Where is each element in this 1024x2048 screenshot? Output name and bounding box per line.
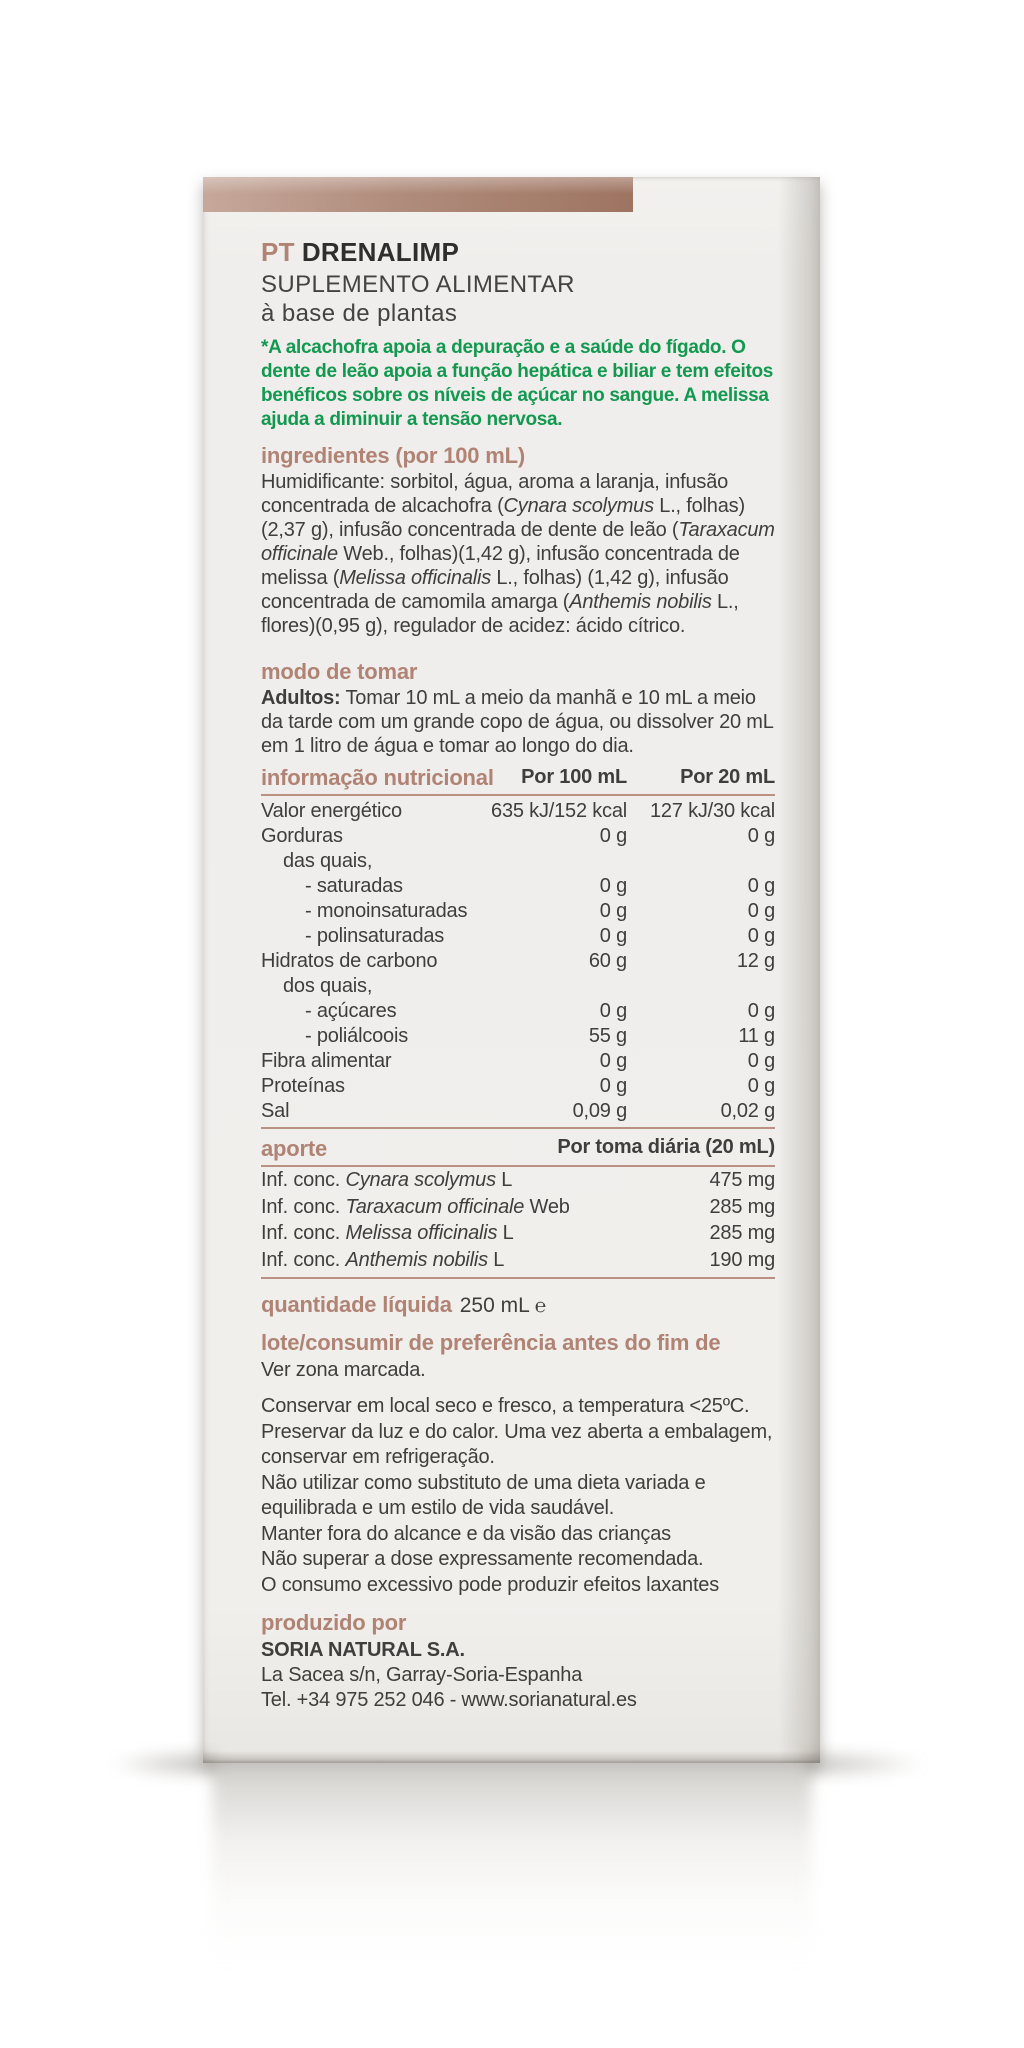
- package-right-fold-shading: [778, 177, 820, 1763]
- value-per-20ml: 0,02 g: [720, 1100, 775, 1122]
- value-per-20ml: 12 g: [736, 950, 775, 972]
- floor-shadow-right: [806, 1750, 921, 1778]
- nutrient-name: - poliálcoois: [305, 1025, 409, 1047]
- health-claims: *A alcachofra apoia a depuração e a saúde do fígado. O dente de leão apoia a função hepática e biliar e tem efeitos benéficos sobre os níveis de açúcar no sangue. A melissa ajuda a diminuir a tensão nervosa.: [261, 337, 774, 430]
- nutrient-name: - açúcares: [305, 1000, 397, 1022]
- label-content: [261, 212, 775, 1713]
- nutrition-heading: informação nutricional: [261, 765, 494, 790]
- value-per-20ml: 0 g: [747, 825, 775, 847]
- value-per-100ml: 0 g: [599, 875, 627, 897]
- value-per-100ml: 55 g: [588, 1025, 627, 1047]
- contribution-row: [261, 1194, 775, 1221]
- nutrition-row: [261, 1024, 775, 1049]
- value-per-100ml: 0 g: [599, 900, 627, 922]
- nutrition-row: [261, 1049, 775, 1074]
- producer-address: La Sacea s/n, Garray-Soria-Espanha: [261, 1664, 583, 1686]
- producer-info: [261, 1638, 775, 1713]
- product-title: [261, 238, 775, 266]
- floor-shadow-left: [114, 1750, 214, 1778]
- storage-line: Não superar a dose expressamente recomendada.: [261, 1548, 704, 1570]
- value-per-100ml: [477, 849, 627, 874]
- nutrient-name: das quais,: [283, 850, 373, 872]
- product-subtitle: [261, 270, 775, 328]
- lot-heading: lote/consumir de preferência antes do fim de: [261, 1330, 721, 1355]
- brand-color-bar: [203, 177, 633, 212]
- value-per-100ml: 60 g: [588, 950, 627, 972]
- subtitle-line-1: SUPLEMENTO ALIMENTAR: [261, 271, 575, 298]
- value-per-20ml: [627, 849, 775, 874]
- value-per-20ml: 0 g: [747, 875, 775, 897]
- contribution-table-header: [261, 1137, 775, 1167]
- value-per-100ml: 0 g: [599, 1075, 627, 1097]
- nutrient-name: dos quais,: [283, 975, 373, 997]
- nutrition-row: [261, 874, 775, 899]
- ingredients-heading: ingredientes (por 100 mL): [261, 443, 525, 468]
- contribution-row: [261, 1220, 775, 1247]
- nutrition-rows: [261, 796, 775, 1124]
- nutrient-name: Fibra alimentar: [261, 1050, 392, 1072]
- value-per-100ml: [477, 974, 627, 999]
- value-per-20ml: 127 kJ/30 kcal: [649, 800, 775, 822]
- nutrition-row: [261, 949, 775, 974]
- value-per-100ml: 0 g: [599, 925, 627, 947]
- nutrition-row: [261, 1074, 775, 1099]
- value-per-100ml: 0,09 g: [572, 1100, 627, 1122]
- extract-name: Inf. conc. Anthemis nobilis L: [261, 1248, 505, 1271]
- net-quantity: [261, 1292, 775, 1322]
- nutrition-row: [261, 924, 775, 949]
- value-per-100ml: 0 g: [599, 1000, 627, 1022]
- storage-line: Manter fora do alcance e da visão das crianças: [261, 1522, 671, 1545]
- estimated-sign: ℮: [534, 1296, 547, 1317]
- subtitle-line-2: à base de plantas: [261, 300, 458, 327]
- product-name: DRENALIMP: [301, 237, 460, 267]
- net-quantity-heading: quantidade líquida: [261, 1292, 452, 1317]
- nutrient-name: Sal: [261, 1100, 290, 1122]
- storage-line: O consumo excessivo pode produzir efeitos laxantes: [261, 1573, 720, 1596]
- value-per-20ml: 0 g: [747, 900, 775, 922]
- producer-contact: Tel. +34 975 252 046 - www.sorianatural.es: [261, 1689, 637, 1711]
- nutrition-row: [261, 999, 775, 1024]
- nutrition-col-per-100ml: Por 100 mL: [521, 766, 627, 788]
- extract-amount: 190 mg: [709, 1248, 775, 1271]
- nutrition-row: [261, 1099, 775, 1124]
- nutrition-row: [261, 824, 775, 849]
- nutrition-row: [261, 974, 775, 999]
- nutrition-col-per-20ml: Por 20 mL: [680, 766, 775, 788]
- nutrient-name: - monoinsaturadas: [305, 900, 468, 922]
- value-per-20ml: 11 g: [738, 1025, 775, 1047]
- contribution-heading: aporte: [261, 1136, 328, 1161]
- net-quantity-value: 250 mL: [459, 1294, 530, 1317]
- nutrition-row: [261, 799, 775, 824]
- extract-name: Inf. conc. Melissa officinalis L: [261, 1222, 514, 1244]
- value-per-100ml: 0 g: [599, 825, 627, 847]
- storage-instructions: [261, 1394, 775, 1598]
- contribution-row: [261, 1167, 775, 1194]
- package-reflection: [212, 1768, 812, 1983]
- value-per-20ml: 0 g: [747, 1050, 775, 1072]
- package-bottom-edge: [203, 1751, 820, 1763]
- directions-text: Adultos: Tomar 10 mL a meio da manhã e 10 mL a meio da tarde com um grande copo de água, ou dissolver 20 mL em 1 litro de água e tomar ao longo do dia.: [261, 687, 773, 757]
- nutrient-name: Gorduras: [261, 825, 343, 847]
- storage-line: Conservar em local seco e fresco, a temperatura <25ºC. Preservar da luz e do calor. Uma vez aberta a embalagem, conservar em refrigeração.: [261, 1395, 773, 1468]
- nutrition-row: [261, 899, 775, 924]
- nutrient-name: - polinsaturadas: [305, 925, 445, 947]
- extract-name: Inf. conc. Taraxacum officinale Web: [261, 1195, 570, 1218]
- value-per-20ml: 0 g: [747, 1000, 775, 1022]
- value-per-20ml: 0 g: [747, 1075, 775, 1097]
- extract-name: Inf. conc. Cynara scolymus L: [261, 1169, 513, 1191]
- nutrient-name: - saturadas: [305, 875, 403, 897]
- extract-amount: 475 mg: [709, 1169, 775, 1191]
- value-per-100ml: 635 kJ/152 kcal: [491, 800, 627, 822]
- value-per-100ml: 0 g: [599, 1050, 627, 1072]
- extract-amount: 285 mg: [709, 1222, 775, 1244]
- nutrient-name: Proteínas: [261, 1075, 345, 1097]
- contribution-row: [261, 1247, 775, 1274]
- nutrition-table-header: [261, 766, 775, 796]
- nutrient-name: Hidratos de carbono: [261, 950, 438, 972]
- language-code: PT: [261, 237, 295, 267]
- nutrition-row: [261, 849, 775, 874]
- contribution-table: [261, 1137, 775, 1279]
- producer-name: SORIA NATURAL S.A.: [261, 1639, 465, 1661]
- storage-line: Não utilizar como substituto de uma dieta variada e equilibrada e um estilo de vida saudável.: [261, 1471, 706, 1519]
- directions-heading: modo de tomar: [261, 659, 418, 684]
- value-per-20ml: [627, 974, 775, 999]
- producer-heading: produzido por: [261, 1610, 407, 1635]
- value-per-20ml: 0 g: [747, 925, 775, 947]
- lot-text: Ver zona marcada.: [261, 1359, 426, 1381]
- nutrition-table: [261, 766, 775, 1129]
- ingredients-text: Humidificante: sorbitol, água, aroma a laranja, infusão concentrada de alcachofra (Cynara scolymus L., folhas)(2,37 g), infusão concentrada de dente de leão (Taraxacum officinale Web., folhas)(1,42 g), infusão concentrada de melissa (Melissa officinalis L., folhas) (1,42 g), infusão concentrada de camomila amarga (Anthemis nobilis L., flores)(0,95 g), regulador de acidez: ácido cítrico.: [261, 471, 775, 637]
- package-front-panel: [203, 177, 820, 1763]
- extract-amount: 285 mg: [709, 1195, 775, 1218]
- contribution-col-per-dose: Por toma diária (20 mL): [557, 1136, 775, 1158]
- nutrient-name: Valor energético: [261, 800, 402, 822]
